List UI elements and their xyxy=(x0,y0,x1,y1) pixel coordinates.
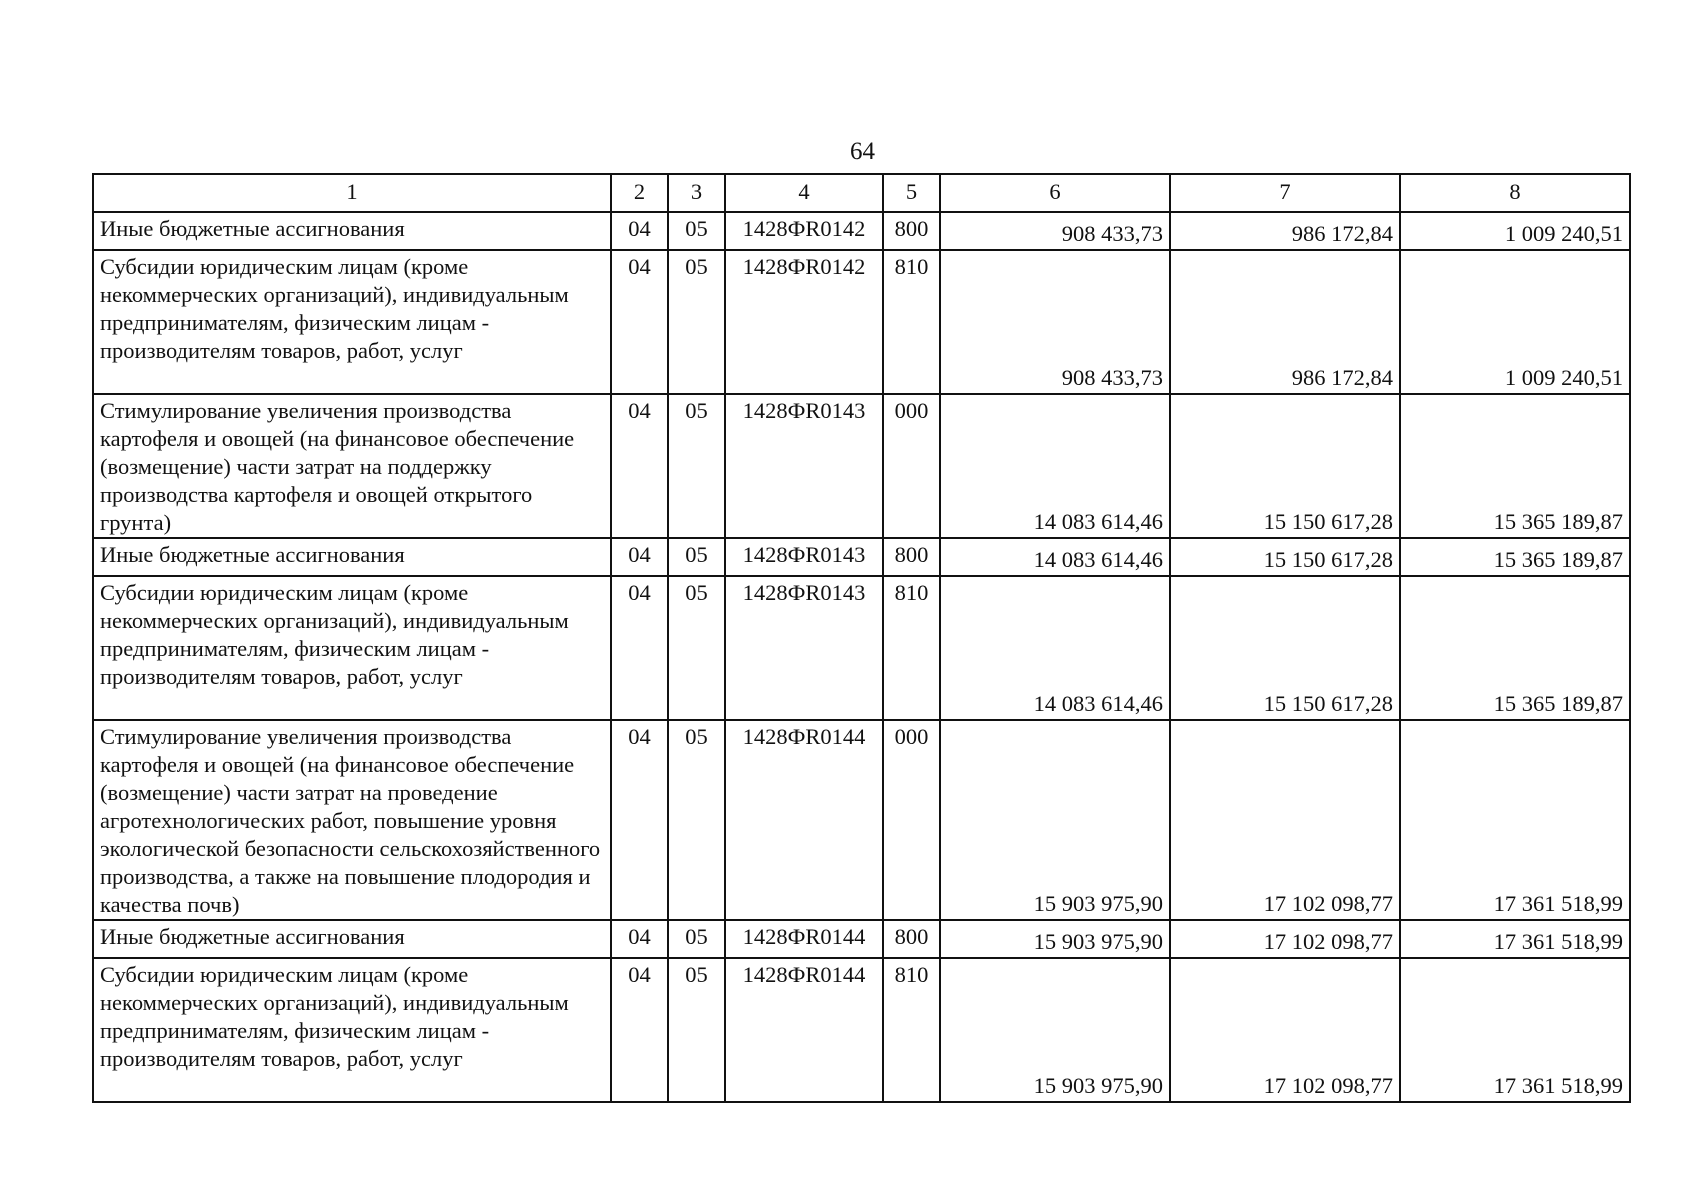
expense-type-code: 800 xyxy=(883,212,940,250)
amount-col8: 17 361 518,99 xyxy=(1400,958,1630,1102)
column-header: 5 xyxy=(883,174,940,212)
expense-type-code: 810 xyxy=(883,250,940,394)
table-row xyxy=(93,250,1630,394)
table-row xyxy=(93,720,1630,920)
expense-type-code: 800 xyxy=(883,538,940,576)
amount-col6: 15 903 975,90 xyxy=(940,720,1170,920)
amount-col8: 1 009 240,51 xyxy=(1400,250,1630,394)
expense-type-code: 810 xyxy=(883,576,940,720)
amount-col8: 15 365 189,87 xyxy=(1400,538,1630,576)
target-article-code: 1428ФR0143 xyxy=(725,576,883,720)
row-name: Иные бюджетные ассигнования xyxy=(93,212,611,250)
column-header: 7 xyxy=(1170,174,1400,212)
amount-col6: 14 083 614,46 xyxy=(940,394,1170,538)
row-name: Субсидии юридическим лицам (кроме некоммерческих организаций), индивидуальным предпринимателям, физическим лицам - производителям товаров, работ, услуг xyxy=(93,250,611,394)
amount-col7: 15 150 617,28 xyxy=(1170,538,1400,576)
column-header: 6 xyxy=(940,174,1170,212)
row-name: Иные бюджетные ассигнования xyxy=(93,920,611,958)
amount-col7: 986 172,84 xyxy=(1170,212,1400,250)
budget-table xyxy=(92,173,1631,1103)
target-article-code: 1428ФR0144 xyxy=(725,958,883,1102)
amount-col7: 17 102 098,77 xyxy=(1170,720,1400,920)
section-code: 04 xyxy=(611,250,668,394)
section-code: 04 xyxy=(611,920,668,958)
amount-col8: 1 009 240,51 xyxy=(1400,212,1630,250)
target-article-code: 1428ФR0142 xyxy=(725,212,883,250)
target-article-code: 1428ФR0142 xyxy=(725,250,883,394)
amount-col6: 908 433,73 xyxy=(940,212,1170,250)
page-number: 64 xyxy=(850,138,875,165)
target-article-code: 1428ФR0143 xyxy=(725,394,883,538)
amount-col7: 17 102 098,77 xyxy=(1170,958,1400,1102)
column-header: 3 xyxy=(668,174,725,212)
column-header: 4 xyxy=(725,174,883,212)
section-code: 04 xyxy=(611,394,668,538)
subsection-code: 05 xyxy=(668,250,725,394)
subsection-code: 05 xyxy=(668,538,725,576)
row-name: Субсидии юридическим лицам (кроме некоммерческих организаций), индивидуальным предпринимателям, физическим лицам - производителям товаров, работ, услуг xyxy=(93,958,611,1102)
row-name: Стимулирование увеличения производства картофеля и овощей (на финансовое обеспечение (возмещение) части затрат на проведение агротехнологических работ, повышение уровня экологической безопасности сельскохозяйственного производства, а также на повышение плодородия и качества почв) xyxy=(93,720,611,920)
row-name: Иные бюджетные ассигнования xyxy=(93,538,611,576)
target-article-code: 1428ФR0144 xyxy=(725,920,883,958)
section-code: 04 xyxy=(611,538,668,576)
amount-col6: 14 083 614,46 xyxy=(940,576,1170,720)
column-header: 1 xyxy=(93,174,611,212)
target-article-code: 1428ФR0144 xyxy=(725,720,883,920)
amount-col8: 15 365 189,87 xyxy=(1400,394,1630,538)
subsection-code: 05 xyxy=(668,920,725,958)
section-code: 04 xyxy=(611,720,668,920)
subsection-code: 05 xyxy=(668,394,725,538)
amount-col6: 15 903 975,90 xyxy=(940,958,1170,1102)
section-code: 04 xyxy=(611,958,668,1102)
amount-col8: 15 365 189,87 xyxy=(1400,576,1630,720)
amount-col6: 14 083 614,46 xyxy=(940,538,1170,576)
amount-col6: 908 433,73 xyxy=(940,250,1170,394)
column-header: 8 xyxy=(1400,174,1630,212)
subsection-code: 05 xyxy=(668,576,725,720)
amount-col6: 15 903 975,90 xyxy=(940,920,1170,958)
row-name: Стимулирование увеличения производства картофеля и овощей (на финансовое обеспечение (возмещение) части затрат на поддержку производства картофеля и овощей открытого грунта) xyxy=(93,394,611,538)
amount-col7: 15 150 617,28 xyxy=(1170,394,1400,538)
table-row xyxy=(93,538,1630,576)
table-row xyxy=(93,576,1630,720)
expense-type-code: 800 xyxy=(883,920,940,958)
section-code: 04 xyxy=(611,576,668,720)
table-header-row xyxy=(93,174,1630,212)
subsection-code: 05 xyxy=(668,212,725,250)
amount-col7: 15 150 617,28 xyxy=(1170,576,1400,720)
subsection-code: 05 xyxy=(668,720,725,920)
amount-col7: 17 102 098,77 xyxy=(1170,920,1400,958)
amount-col7: 986 172,84 xyxy=(1170,250,1400,394)
table-row xyxy=(93,920,1630,958)
table-row xyxy=(93,212,1630,250)
column-header: 2 xyxy=(611,174,668,212)
amount-col8: 17 361 518,99 xyxy=(1400,720,1630,920)
subsection-code: 05 xyxy=(668,958,725,1102)
table-row xyxy=(93,958,1630,1102)
expense-type-code: 000 xyxy=(883,720,940,920)
amount-col8: 17 361 518,99 xyxy=(1400,920,1630,958)
row-name: Субсидии юридическим лицам (кроме некоммерческих организаций), индивидуальным предпринимателям, физическим лицам - производителям товаров, работ, услуг xyxy=(93,576,611,720)
expense-type-code: 000 xyxy=(883,394,940,538)
expense-type-code: 810 xyxy=(883,958,940,1102)
table-row xyxy=(93,394,1630,538)
target-article-code: 1428ФR0143 xyxy=(725,538,883,576)
section-code: 04 xyxy=(611,212,668,250)
